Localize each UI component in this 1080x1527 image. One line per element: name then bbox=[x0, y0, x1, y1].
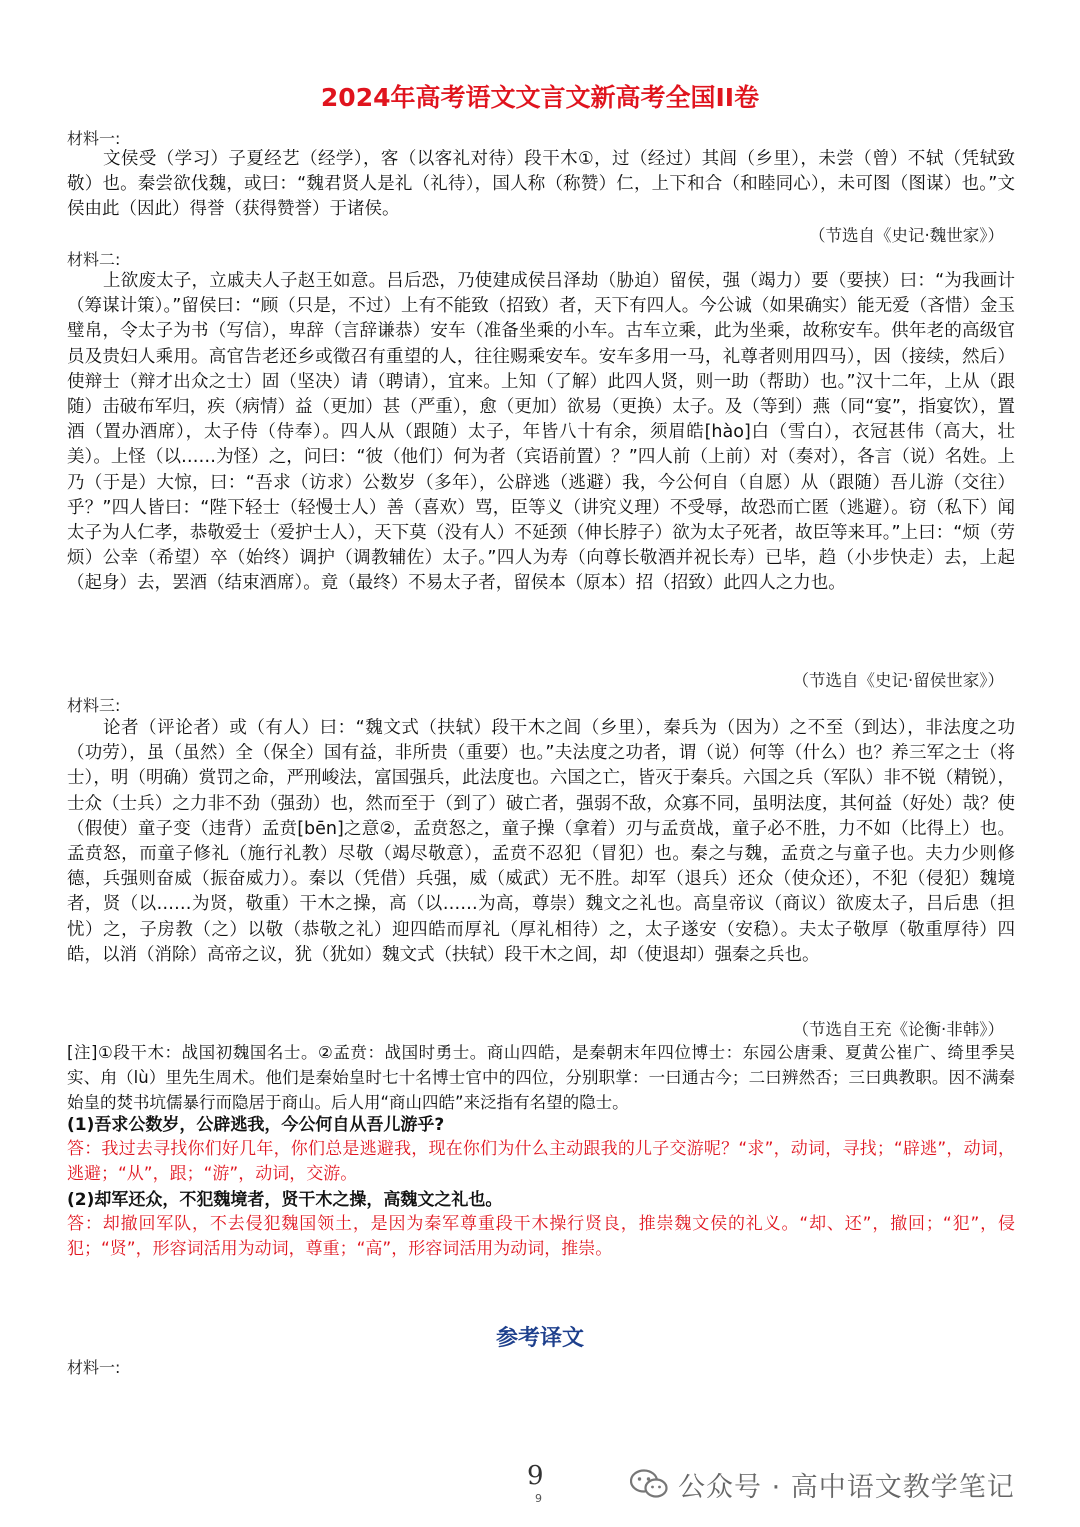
footnote: [注]①段干木：战国初魏国名士。②孟贲：战国时勇士。商山四皓，是秦朝末年四位博士：东园公唐秉、夏黄公崔广、绮里季吴实、甪（lù）里先生周术。他们是秦始皇时七十名博士官中的四位，分别职掌：一曰通古今；二曰辨然否；三曰典教职。因不满秦始皇的焚书坑儒暴行而隐居于商山。后人用“商山四皓”来泛指有名望的隐士。 bbox=[67, 1043, 1015, 1112]
reference-translation-title: 参考译文 bbox=[495, 1326, 584, 1351]
material-3-text: 论者（评论者）或（有人）曰：“魏文式（扶轼）段干木之闾（乡里），秦兵为（因为）之不至（到达），非法度之功（功劳），虽（虽然）全（保全）国有益，非所贵（重要）也。”夫法度之功者，谓（说）何等（什么）也？养三军之士（将士），明（明确）赏罚之命，严刑峻法，富国强兵，此法度也。六国之亡，皆灭于秦兵。六国之兵（军队）非不锐（精锐），士众（士兵）之力非不劲（强劲）也，然而至于（到了）破亡者，强弱不敌，众寡不同，虽明法度，其何益（好处）哉？使（假使）童子变（违背）孟贲[bēn]之意②，孟贲怒之，童子操（拿着）刃与孟贲战，童子必不胜，力不如（比得上）也。孟贲怒，而童子修礼（施行礼教）尽敬（竭尽敬意），孟贲不忍犯（冒犯）也。秦之与魏，孟贲之与童子也。夫力少则修德，兵强则奋威（振奋威力）。秦以（凭借）兵强，威（威武）无不胜。却军（退兵）还众（使众还），不犯（侵犯）魏境者，贤（以……为贤，敬重）干木之操，高（以……为高，尊崇）魏文之礼也。高皇帝议（商议）欲废太子，吕后患（担忧）之，子房教（之）以敬（恭敬之礼）迎四皓而厚礼（厚礼相待）之，太子遂安（安稳）。夫太子敬厚（敬重厚待）四皓，以消（消除）高帝之议，犹（犹如）魏文式（扶轼）段干木之闾，却（使退却）强秦之兵也。 bbox=[67, 718, 1015, 965]
answer-2: 答：却撤回军队，不去侵犯魏国领土，是因为秦军尊重段干木操行贤良，推崇魏文侯的礼义。“却、还”，撤回；“犯”，侵犯；“贤”，形容词活用为动词，尊重；“高”，形容词活用为动词，推崇。 bbox=[67, 1214, 1015, 1260]
wechat-icon bbox=[630, 1469, 668, 1499]
material-1-text: 文侯受（学习）子夏经艺（经学），客（以客礼对待）段干木①，过（经过）其闾（乡里），未尝（曾）不轼（凭轼致敬）也。秦尝欲伐魏，或曰：“魏君贤人是礼（礼待），国人称（称赞）仁，上下和合（和睦同心），未可图（图谋）也。”文侯由此（因此）得誉（获得赞誉）于诸侯。 bbox=[67, 149, 1015, 220]
question-1: (1)吾求公数岁，公辟逃我，今公何自从吾儿游乎? bbox=[67, 1115, 445, 1135]
material-3-source: （节选自王充《论衡·非韩》） bbox=[792, 1020, 1004, 1039]
material-2-text: 上欲废太子，立戚夫人子赵王如意。吕后恐，乃使建成侯吕泽劫（胁迫）留侯，强（竭力）要（要挟）曰：“为我画计（筹谋计策）。”留侯曰：“顾（只是，不过）上有不能致（招致）者，天下有四人。今公诚（如果确实）能无爱（吝惜）金玉璧帛，令太子为书（写信），卑辞（言辞谦恭）安车（准备坐乘的小车。古车立乘，此为坐乘，故称安车。供年老的高级官员及贵妇人乘用。高官告老还乡或徵召有重望的人，往往赐乘安车。安车多用一马，礼尊者则用四马），因（接续，然后）使辩士（辩才出众之士）固（坚决）请（聘请），宜来。上知（了解）此四人贤，则一助（帮助）也。”汉十二年，上从（跟随）击破布军归，疾（病情）益（更加）甚（严重），愈（更加）欲易（更换）太子。及（等到）燕（同“宴”，指宴饮），置酒（置办酒席），太子侍（侍奉）。四人从（跟随）太子，年皆八十有余，须眉皓[hào]白（雪白），衣冠甚伟（高大，壮美）。上怪（以……为怪）之，问曰：“彼（他们）何为者（宾语前置）？”四人前（上前）对（奏对），各言（说）名姓。上乃（于是）大惊，曰：“吾求（访求）公数岁（多年），公辟逃（逃避）我，今公何自（自愿）从（跟随）吾儿游（交往）乎？”四人皆曰：“陛下轻士（轻慢士人）善（喜欢）骂，臣等义（讲究义理）不受辱，故恐而亡匿（逃避）。窃（私下）闻太子为人仁孝，恭敬爱士（爱护士人），天下莫（没有人）不延颈（伸长脖子）欲为太子死者，故臣等来耳。”上曰：“烦（劳烦）公幸（希望）卒（始终）调护（调教辅佐）太子。”四人为寿（向尊长敬酒并祝长寿）已毕，趋（小步快走）去，上起（起身）去，罢酒（结束酒席）。竟（最终）不易太子者，留侯本（原本）招（招致）此四人之力也。 bbox=[67, 271, 1015, 594]
material-1-source: （节选自《史记·魏世家》） bbox=[809, 226, 1004, 245]
page-number: 9 bbox=[527, 1461, 544, 1491]
material-2-source: （节选自《史记·留侯世家》） bbox=[792, 671, 1004, 690]
page-title: 2024年高考语文文言文新高考全国II卷 bbox=[320, 83, 760, 112]
material-2-label: 材料二: bbox=[67, 250, 121, 269]
answer-1: 答：我过去寻找你们好几年，你们总是逃避我，现在你们为什么主动跟我的儿子交游呢？“求”，动词，寻找；“辟逃”，动词，逃避；“从”，跟；“游”，动词，交游。 bbox=[67, 1139, 1015, 1185]
watermark bbox=[630, 1466, 1015, 1502]
material-1-label: 材料一: bbox=[67, 129, 121, 148]
page-number-small: 9 bbox=[535, 1492, 542, 1505]
reference-material-1-label: 材料一: bbox=[67, 1358, 121, 1377]
question-2: (2)却军还众，不犯魏境者，贤干木之操，高魏文之礼也。 bbox=[67, 1190, 503, 1210]
watermark-text: 公众号 · 高中语文教学笔记 bbox=[678, 1471, 1015, 1503]
material-3-label: 材料三: bbox=[67, 696, 121, 715]
